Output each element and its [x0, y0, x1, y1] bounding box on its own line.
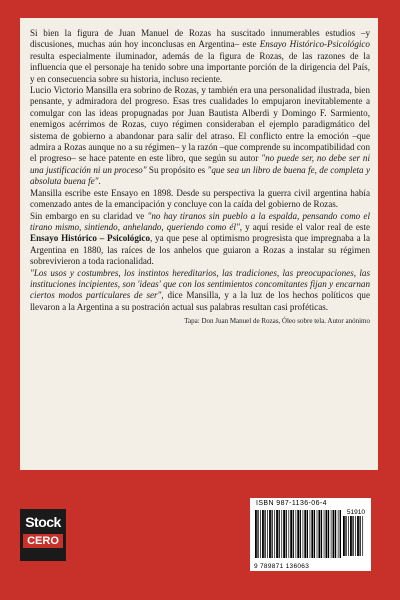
barcode-bar	[350, 516, 352, 556]
barcode-bar	[262, 510, 264, 558]
barcode-bar	[274, 510, 275, 558]
barcode-bar	[355, 516, 356, 556]
isbn-barcode	[250, 498, 371, 571]
barcode-bar	[269, 510, 271, 558]
barcode-bar	[357, 516, 359, 556]
text-run: Ensayo Histórico-Psicológico	[259, 39, 370, 50]
barcode-bar	[314, 510, 315, 558]
text-run: Su propósito es	[146, 164, 208, 175]
cover-caption: Tapa: Don Juan Manuel de Rozas, Óleo sobre tela. Autor anónimo	[184, 317, 370, 326]
synopsis-paragraph	[30, 268, 370, 314]
barcode-bar	[286, 510, 287, 558]
synopsis-text	[30, 28, 370, 313]
text-run: , y aquí reside el valor real de este	[239, 221, 370, 232]
barcode-bar	[317, 510, 318, 558]
barcode-bar	[264, 510, 265, 558]
barcode-bar	[345, 516, 346, 556]
synopsis-paragraph	[30, 211, 370, 268]
barcode-bar	[307, 510, 308, 558]
barcode-bar	[303, 510, 304, 558]
barcode-bar	[331, 510, 332, 558]
text-run: , ya que pese al optimismo progresista que impregnaba a la Argentina en 1880, las raíces de los anhelos que guiaron a Rozas a instalar su régimen sobrevivieron a toda racionalidad.	[30, 233, 370, 267]
barcode-bar	[300, 510, 301, 558]
ean-bars	[255, 510, 341, 560]
barcode-addon-number: 51910	[346, 509, 365, 516]
barcode-bar	[255, 510, 257, 558]
barcode-bar	[290, 510, 292, 558]
barcode-bar	[304, 510, 306, 558]
synopsis-paragraph	[30, 28, 370, 85]
barcode-bar	[343, 516, 345, 556]
text-run: resulta especialmente iluminador, además de la figura de Rozas, de las razones de la influencia que el personaje ha tenido sobre una importante porción de la dirigencia del País, y en consecuencia sobre su historia, incluso reciente.	[30, 50, 370, 84]
ean-number: 9 789871 136063	[254, 563, 310, 570]
barcode-bar	[267, 510, 268, 558]
barcode-bar	[276, 510, 278, 558]
text-run: "Los usos y costumbres, los instintos hereditarios, las tradiciones, las preocupaciones, las instituciones incipientes, son 'ideas' que con los sentimientos concomitantes fijan y encarnan ciertos modos particulares de ser"	[30, 267, 370, 301]
isbn-label: ISBN 987-1136-06-4	[256, 500, 327, 507]
text-run: "no puede ser, no debe ser ni una justificación ni un proceso"	[30, 153, 370, 175]
barcode-bar	[348, 516, 349, 556]
barcode-bar	[360, 516, 361, 556]
barcode-bar	[352, 516, 353, 556]
barcode-bar	[288, 510, 289, 558]
text-run: Ensayo Histórico – Psicológico	[30, 233, 150, 244]
text-run: "no hay tiranos sin pueblo a la espalda, pensando como el tirano mismo, sintiendo, anhelando, queriendo como él"	[30, 210, 370, 232]
barcode-bar	[362, 516, 363, 556]
barcode-bar	[293, 510, 294, 558]
barcode-bar	[324, 510, 325, 558]
text-run: .	[98, 176, 101, 187]
text-run: , dice Mansilla, y a la luz de los hechos políticos que llevaron a la Argentina a su postración actual sus palabras resultan casi proféticas.	[30, 290, 370, 312]
barcode-bar	[326, 510, 328, 558]
barcode-bar	[260, 510, 261, 558]
barcode-bar	[318, 510, 320, 558]
barcode-bar	[338, 510, 339, 558]
barcode-bar	[335, 510, 336, 558]
synopsis-paragraph	[30, 188, 370, 211]
text-run: Mansilla escribe este Ensayo en 1898. Desde su perspectiva la guerra civil argentina había comenzado antes de la emancipación y concluye con la caída del gobierno de Rozas.	[30, 187, 370, 210]
barcode-bar	[311, 510, 313, 558]
barcode-bar	[296, 510, 297, 558]
barcode-bar	[333, 510, 335, 558]
synopsis-paragraph	[30, 85, 370, 188]
barcode-bar	[328, 510, 329, 558]
barcode-bar	[272, 510, 273, 558]
text-run: Sin embargo en su claridad ve	[30, 210, 148, 221]
barcode-bar	[279, 510, 280, 558]
barcode-bar	[257, 510, 258, 558]
text-run: Lucio Victorio Mansilla era sobrino de Rozas, y también era una personalidad ilustrada, bien pensante, y admiradora del progreso. Esas tres cualidades lo empujaron inevitablemente a comulgar con las ideas propugnadas por Juan Bautista Alberdi y Domingo F. Sarmiento, enemigos acérrimos de Rozas, cuyo régimen consideraban el ejemplo paradigmático del sistema de gobierno a abandonar para salir del atraso. El conflicto entre la emoción –que admira a Rozas aunque no a su régimen– y la razón –que comprende su incompatibilidad con el progreso– se hace patente en este libro, que según su autor	[30, 85, 370, 164]
back-cover-text-panel	[20, 18, 378, 470]
publisher-logo	[20, 509, 66, 561]
barcode-bar	[297, 510, 299, 558]
barcode-bar	[340, 510, 341, 558]
text-run: "que sea un libro de buena fe, de completa y absoluta buena fe"	[30, 164, 370, 187]
barcode-bar	[283, 510, 285, 558]
barcode-bar	[310, 510, 311, 558]
barcode-bar	[281, 510, 282, 558]
text-run: Si bien la figura de Juan Manuel de Rozas ha suscitado innumerables estudios –y discusiones, muchas aún hoy inconclusas en Argentina– este	[30, 28, 370, 50]
publisher-logo-word-cero: CERO	[23, 534, 63, 548]
barcode-bar	[321, 510, 322, 558]
addon-bars	[343, 516, 365, 556]
publisher-logo-word-stock: Stock	[25, 514, 61, 530]
